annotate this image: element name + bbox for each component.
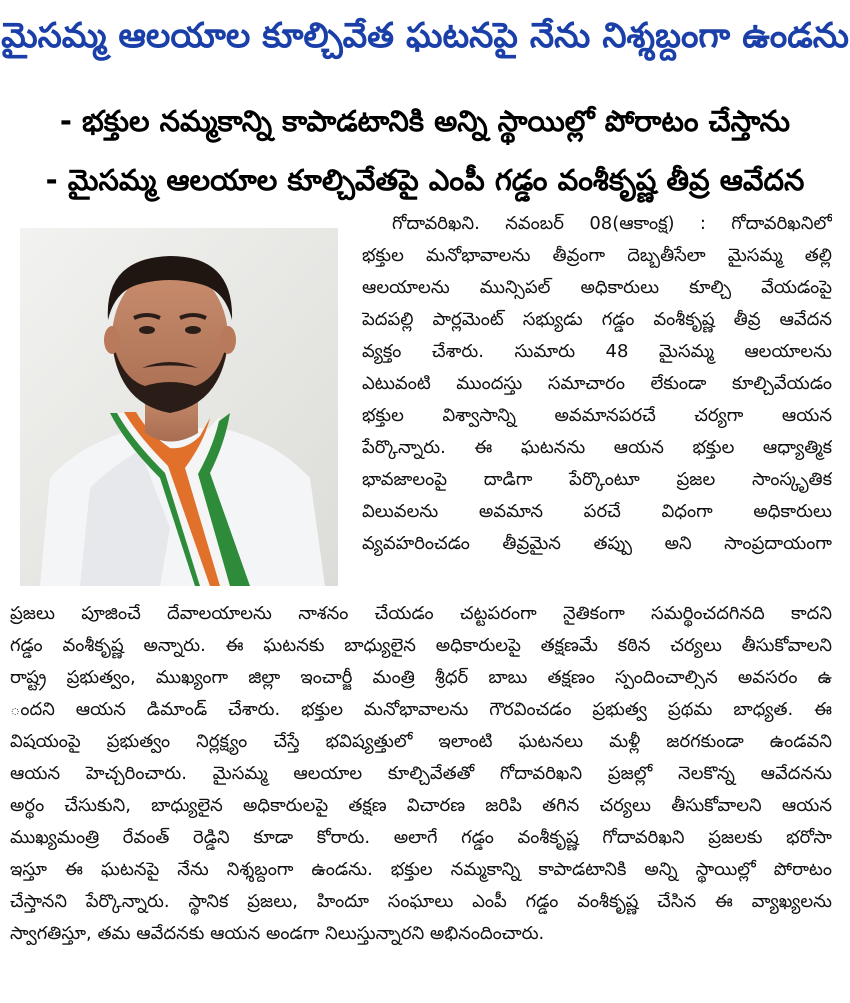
article-line: పేర్కొన్నారు. ఈ ఘటనను ఆయన భక్తుల ఆధ్యాత్మిక [362, 437, 832, 458]
headline: మైసమ్మ ఆలయాల కూల్చివేత ఘటనపై నేను నిశ్శబ్దంగా ఉండను [1, 16, 849, 56]
article-line: వ్యక్తం చేశారు. సుమారు 48 మైసమ్మ ఆలయాలను [362, 341, 832, 362]
article-line: ందని ఆయన డిమాండ్ చేశారు. భక్తుల మనోభావాలను గౌరవించడం ప్రభుత్వ ప్రథమ బాధ్యత. ఈ [10, 699, 832, 720]
article-body [10, 598, 832, 950]
article-line: భక్తుల విశ్వాసాన్ని అవమానపరచే చర్యగా ఆయన [362, 405, 832, 426]
article-line: చేస్తానని పేర్కొన్నారు. స్థానిక ప్రజలు, హిందూ సంఘాలు ఎంపీ గడ్డం వంశీకృష్ణ చేసిన ఈ వ్యాఖ్యలను [10, 891, 832, 912]
article-line: ముఖ్యమంత్రి రేవంత్ రెడ్డిని కూడా కోరారు. అలాగే గడ్డం వంశీకృష్ణ గోదావరిఖని ప్రజలకు భరోసా [10, 827, 832, 848]
article-line: పెదపల్లి పార్లమెంట్ సభ్యుడు గడ్డం వంశీకృష్ణ తీవ్ర ఆవేదన [362, 309, 832, 330]
article-line: రాష్ట్ర ప్రభుత్వం, ముఖ్యంగా జిల్లా ఇంచార్జీ మంత్రి శ్రీధర్ బాబు తక్షణం స్పందించాల్సిన అవసరం ఉ [10, 667, 832, 688]
article-line: ఆలయాలను మున్సిపల్ అధికారులు కూల్చి వేయడంపై [362, 277, 832, 298]
article-line: ఆయన హెచ్చరించారు. మైసమ్మ ఆలయాల కూల్చివేతతో గోదావరిఖని ప్రజల్లో నెలకొన్న ఆవేదనను [10, 763, 832, 784]
article-line: స్వాగతిస్తూ, తమ ఆవేదనకు ఆయన అండగా నిలుస్తున్నారని అభినందించారు. [10, 923, 545, 944]
article-line: ఎటువంటి ముందస్తు సమాచారం లేకుండా కూల్చివేయడం [362, 373, 832, 394]
subheadline-1: - భక్తుల నమ్మకాన్ని కాపాడటానికి అన్ని స్థాయిల్లో పోరాటం చేస్తాను [59, 104, 791, 138]
article-line: విషయంపై ప్రభుత్వం నిర్లక్ష్యం చేస్తే భవిష్యత్తులో ఇలాంటి ఘటనలు మళ్లీ జరగకుండా ఉండవని [10, 731, 832, 752]
article-column [362, 208, 832, 560]
subheadline-2: - మైసమ్మ ఆలయాల కూల్చివేతపై ఎంపీ గడ్డం వంశీకృష్ణ తీవ్ర ఆవేదన [45, 163, 805, 197]
article-line: ఇస్తూ ఈ ఘటనపై నేను నిశ్శబ్దంగా ఉండను. భక్తుల నమ్మకాన్ని కాపాడటానికి అన్ని స్థాయిల్లో పోరాటం [10, 859, 832, 880]
article-line: ప్రజలు పూజించే దేవాలయాలను నాశనం చేయడం చట్టపరంగా నైతికంగా సమర్థించదగినది కాదని [10, 603, 832, 624]
article-line: భక్తుల మనోభావాలను తీవ్రంగా దెబ్బతీసేలా మైసమ్మ తల్లి [362, 245, 832, 266]
article-line: వ్యవహరించడం తీవ్రమైన తప్పు అని సాంప్రదాయంగా [362, 533, 832, 554]
article-line: భావజాలంపై దాడిగా పేర్కొంటూ ప్రజల సాంస్కృతిక [362, 469, 832, 490]
article-line: గడ్డం వంశీకృష్ణ అన్నారు. ఈ ఘటనకు బాధ్యులైన అధికారులపై తక్షణమే కఠిన చర్యలు తీసుకోవాలని [10, 635, 832, 656]
article-line: విలువలను అవమాన పరచే విధంగా అధికారులు [362, 501, 832, 522]
person-photo [20, 228, 338, 586]
article-line: గోదావరిఖని. నవంబర్ 08(ఆకాంక్ష) : గోదావరిఖనిలో [392, 213, 832, 234]
article-line: అర్థం చేసుకుని, బాధ్యులైన అధికారులపై తక్షణ విచారణ జరిపి తగిన చర్యలు తీసుకోవాలని ఆయన [10, 795, 832, 816]
